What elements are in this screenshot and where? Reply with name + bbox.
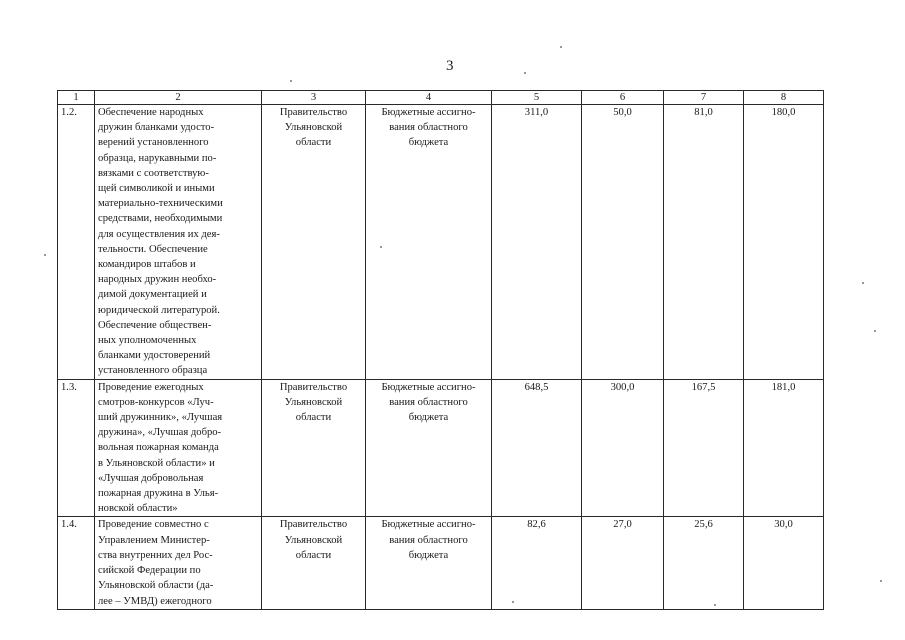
scan-speck [290,80,292,82]
row-number: 1.4. [58,517,95,609]
scan-speck [880,580,882,582]
row-executor: Правительство Ульяновской области [262,379,366,517]
header-col-5: 5 [492,91,582,105]
row-number: 1.2. [58,105,95,380]
row-value-col7: 167,5 [664,379,744,517]
scan-speck [862,282,864,284]
page-number: 3 [446,58,454,74]
row-funding-source: Бюджетные ассигно- вания областного бюджета [366,517,492,609]
row-value-col6: 300,0 [582,379,664,517]
scan-speck [524,72,526,74]
row-funding-source: Бюджетные ассигно- вания областного бюджета [366,379,492,517]
scan-speck [512,601,514,603]
scan-speck [874,330,876,332]
row-value-col7: 25,6 [664,517,744,609]
row-value-col5: 648,5 [492,379,582,517]
row-value-col6: 50,0 [582,105,664,380]
row-value-col7: 81,0 [664,105,744,380]
row-executor: Правительство Ульяновской области [262,105,366,380]
header-col-2: 2 [95,91,262,105]
header-row [58,91,824,105]
row-value-col8: 180,0 [744,105,824,380]
budget-table [57,90,824,610]
scan-speck [380,246,382,248]
header-col-3: 3 [262,91,366,105]
scan-speck [560,46,562,48]
row-funding-source: Бюджетные ассигно- вания областного бюджета [366,105,492,380]
table-row [58,379,824,517]
row-value-col8: 30,0 [744,517,824,609]
row-description: Обеспечение народных дружин бланками удосто- верений установленного образца, нарукавными по- вязками с соответствую- щей символикой и иными материально-техническими средствами, необходимыми для осуществления их дея- тельности. Обеспечение командиров штабов и народных дружин необхо- димой документацией и юридической литературой. Обеспечение обществен- ных уполномоченных бланками удостоверений установленного образца [95,105,262,380]
header-col-8: 8 [744,91,824,105]
header-col-4: 4 [366,91,492,105]
table-row [58,517,824,609]
header-col-7: 7 [664,91,744,105]
row-value-col8: 181,0 [744,379,824,517]
row-number: 1.3. [58,379,95,517]
row-value-col5: 311,0 [492,105,582,380]
row-description: Проведение ежегодных смотров-конкурсов «Луч- ший дружинник», «Лучшая дружина», «Лучшая добро- вольная пожарная команда в Ульяновской области» и «Лучшая добровольная пожарная дружина в Улья- новской области» [95,379,262,517]
row-value-col5: 82,6 [492,517,582,609]
table-row [58,105,824,380]
scan-speck [44,254,46,256]
row-value-col6: 27,0 [582,517,664,609]
row-description: Проведение совместно с Управлением Министер- ства внутренних дел Рос- сийской Федерации по Ульяновской области (да- лее – УМВД) ежегодного [95,517,262,609]
scan-speck [714,604,716,606]
header-col-1: 1 [58,91,95,105]
header-col-6: 6 [582,91,664,105]
row-executor: Правительство Ульяновской области [262,517,366,609]
